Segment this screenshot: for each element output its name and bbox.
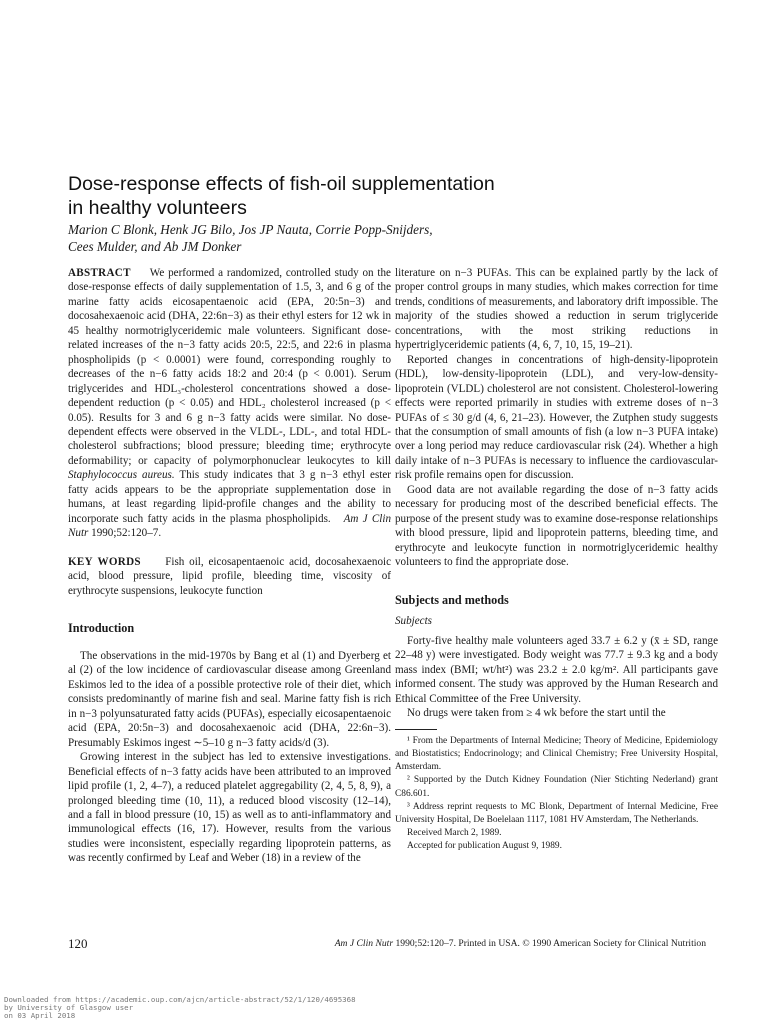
author-list xyxy=(68,222,708,255)
right-column xyxy=(395,266,718,854)
abstract-paragraph xyxy=(68,266,391,541)
methods-paragraph-1: Forty-five healthy male volunteers aged 33.7 ± 6.2 y (x̄ ± SD, range 22–48 y) were investigated. Body weight was 77.7 ± 9.3 kg and a body mass index (BMI; wt/ht²) was 23.2 ± 2.0 kg/m². All participants gave informed consent. The study was approved by the Human Research and Ethical Committee of the Free University. xyxy=(395,634,718,705)
footer-citation xyxy=(335,938,706,949)
methods-heading: Subjects and methods xyxy=(395,592,509,607)
introduction-paragraph-2: Growing interest in the subject has led to extensive investigations. Beneficial effects of n−3 fatty acids have been attributed to an improved lipid profile (1, 2, 4–7), a reduced platelet aggregability (2, 4, 5, 8, 9), a prolonged bleeding time (10, 11), a reduced blood viscosity (12–14), and a fall in blood pressure (10, 15) as well as to anti-inflammatory and immunological effects (16, 17). However, results from the various studies were inconsistent, especially regarding lipoprotein patterns, as was recently confirmed by Leaf and Weber (18) in a review of the xyxy=(68,751,391,865)
subjects-subheading: Subjects xyxy=(395,614,432,627)
abstract-label: ABSTRACT xyxy=(68,267,131,279)
authors-line-2: Cees Mulder, and Ab JM Donker xyxy=(68,238,242,254)
footer-journal: Am J Clin Nutr xyxy=(334,938,394,949)
download-line-3: on 03 April 2018 xyxy=(4,1011,76,1020)
keywords-paragraph xyxy=(68,555,391,598)
download-line-2: by University of Glasgow user xyxy=(4,1003,134,1012)
download-notice xyxy=(4,996,356,1020)
abstract-citation: 1990;52:120–7. xyxy=(91,527,162,540)
footnote-2: ² Supported by the Dutch Kidney Foundation (Nier Stichting Nederland) grant C86.601. xyxy=(395,775,718,799)
introduction-paragraph-3: literature on n−3 PUFAs. This can be explained partly by the lack of proper control groups in many studies, which makes correction for time trends, conditions of measurements, and laboratory drift impossible. The majority of the studies showed a reduction in serum triglyceride concentrations, with the most striking reductions in hypertriglyceridemic patients (4, 6, 7, 10, 15, 19–21). xyxy=(395,267,718,352)
title-line-2: in healthy volunteers xyxy=(68,197,247,219)
keywords-text: Fish oil, eicosapentaenoic acid, docosahexaenoic acid, blood pressure, lipid profile, bleeding time, viscosity of erythrocyte suspensions, leukocyte function xyxy=(68,555,391,597)
left-column xyxy=(68,266,391,866)
methods-paragraph-2: No drugs were taken from ≥ 4 wk before the start until the xyxy=(407,707,666,720)
page-number: 120 xyxy=(68,936,88,951)
footnote-3: ³ Address reprint requests to MC Blonk, Department of Internal Medicine, Free University Hospital, De Boelelaan 1117, 1081 HV Amsterdam, The Netherlands. xyxy=(395,801,718,825)
introduction-paragraph-5: Good data are not available regarding the dose of n−3 fatty acids necessary for producing most of the described beneficial effects. The purpose of the present study was to examine dose-response relationships with blood pressure, lipid and lipoprotein patterns, bleeding time, and erythrocyte and leukocyte function in normotriglyceridemic healthy volunteers to find the appropriate dose. xyxy=(395,483,718,569)
authors-line-1: Marion C Blonk, Henk JG Bilo, Jos JP Nauta, Corrie Popp-Snijders, xyxy=(68,222,433,237)
footnote-rule xyxy=(395,729,437,730)
footer-citation-text: 1990;52:120–7. Printed in USA. © 1990 American Society for Clinical Nutrition xyxy=(395,938,706,949)
received-date: Received March 2, 1989. xyxy=(407,828,502,839)
abstract-text-end: This study indicates that 3 g n−3 ethyl ester fatty acids appears to be the appropriate supplementation dose in humans, at least regarding lipid-profile changes and the ability to incorporate such fatty acids in the plasma phospholipids. xyxy=(68,469,391,525)
footnotes xyxy=(395,735,718,854)
abstract-citation-journal: Am J Clin Nutr xyxy=(68,512,391,540)
abstract-text: We performed a randomized, controlled study on the dose-response effects of daily supplementation of 1.5, 3, and 6 g of the marine fatty acids eicosapentaenoic acid (EPA, 20:5n−3) and docosahexaenoic acid (DHA, 22:6n−3) as their ethyl esters for 12 wk in 45 healthy normotriglyceridemic male volunteers. Significant dose-related increases of the n−3 fatty acids 20:5, 22:5, and 22:6 in plasma phospholipids (p < 0.0001) were found, corresponding roughly to decreases of the n−6 fatty acids 18:2 and 20:4 (p < 0.001). Serum triglycerides and HDL₃-cholesterol concentrations showed a dose-dependent reduction (p < 0.05) and HDL₂ cholesterol increased (p < 0.05). Results for 3 and 6 g n−3 fatty acids were similar. No dose-dependent effects were observed in the VLDL-, LDL-, and total HDL-cholesterol subfractions; blood pressure; bleeding time; erythrocyte deformability; or capacity of polymorphonuclear leukocytes to kill xyxy=(68,267,391,467)
accepted-date: Accepted for publication August 9, 1989. xyxy=(407,841,562,852)
footnote-1: ¹ From the Departments of Internal Medicine; Theory of Medicine, Epidemiology and Biostatistics; Endocrinology; and Clinical Chemistry; Free University Hospital, Amsterdam. xyxy=(395,735,718,773)
introduction-heading: Introduction xyxy=(68,620,135,635)
download-line-1: Downloaded from https://academic.oup.com/ajcn/article-abstract/52/1/120/4695368 xyxy=(4,995,356,1004)
article-title xyxy=(68,172,708,220)
keywords-label: KEY WORDS xyxy=(68,555,141,568)
introduction-paragraph-4: Reported changes in concentrations of high-density-lipoprotein (HDL), low-density-lipoprotein (LDL), and very-low-density-lipoprotein (VLDL) cholesterol are not consistent. Cholesterol-lowering effects were reported primarily in studies with extreme doses of n−3 PUFAs of ≤ 30 g/d (4, 6, 21–23). However, the Zutphen study suggests that the consumption of small amounts of fish (a low n−3 PUFA intake) over a long period may reduce cardiovascular risk (24). Whether a high daily intake of n−3 PUFAs is necessary to influence the cardiovascular-risk profile remains open for discussion. xyxy=(395,353,718,482)
introduction-paragraph-1: The observations in the mid-1970s by Bang et al (1) and Dyerberg et al (2) of the low incidence of cardiovascular disease among Greenland Eskimos led to the idea of a possible protective role of their diet, which consists predominantly of marine fish and seal. Marine fatty fish is rich in n−3 polyunsaturated fatty acids (PUFAs), especially eicosapentaenoic acid (EPA, 20:5n−3) and docosahexaenoic acid (DHA, 22:6n−3). Presumably Eskimos ingest ∼5–10 g n−3 fatty acids/d (3). xyxy=(68,649,391,749)
title-line-1: Dose-response effects of fish-oil supplementation xyxy=(68,173,495,195)
abstract-species: Staphylococcus aureus. xyxy=(68,469,175,482)
